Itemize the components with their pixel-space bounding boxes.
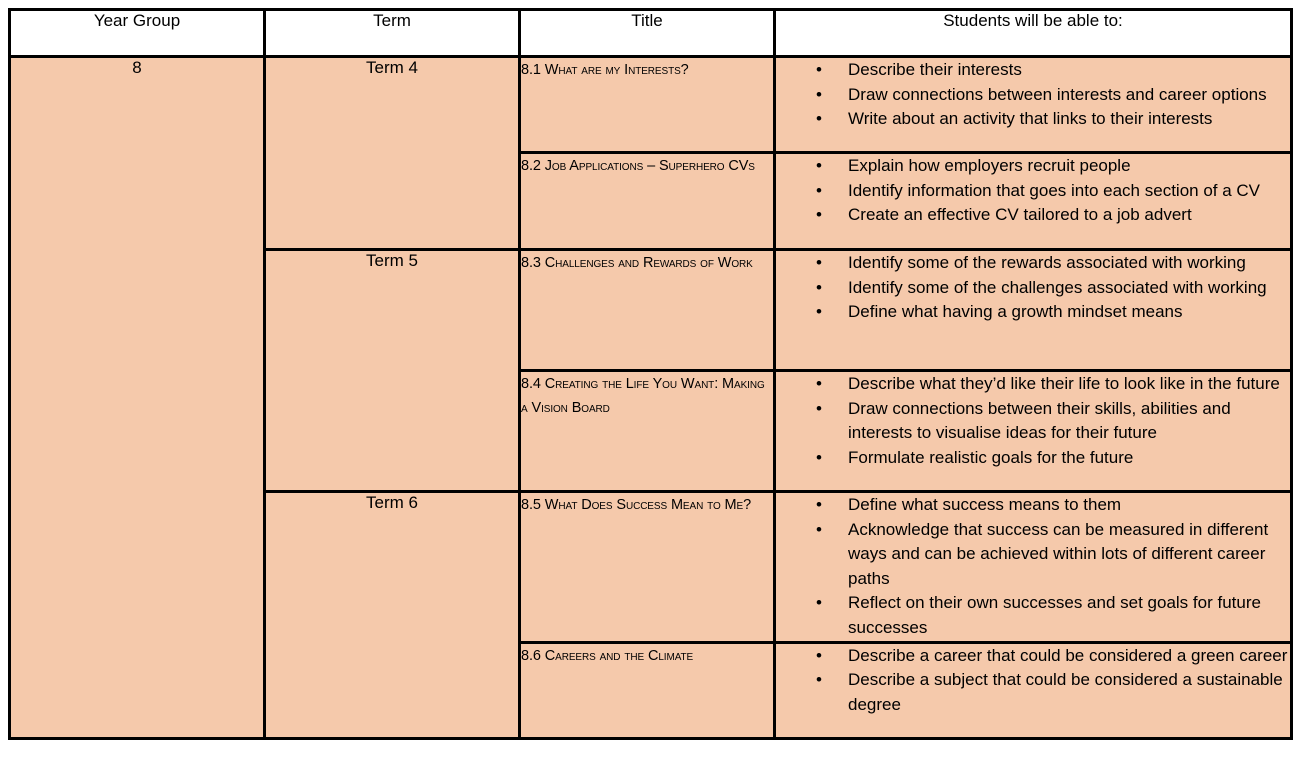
bullet-icon: • bbox=[816, 519, 822, 539]
lesson-title: 8.1 What are my Interests? bbox=[520, 57, 775, 153]
outcome-item bbox=[776, 83, 1290, 108]
lesson-outcomes bbox=[775, 57, 1292, 153]
outcome-item bbox=[776, 58, 1290, 83]
year-group-cell: 8 bbox=[10, 57, 265, 739]
outcome-item bbox=[776, 276, 1290, 301]
outcome-text: Reflect on their own successes and set goals for future successes bbox=[848, 593, 1261, 637]
lesson-title: 8.5 What Does Success Mean to Me? bbox=[520, 492, 775, 643]
outcome-item bbox=[776, 251, 1290, 276]
bullet-icon: • bbox=[816, 645, 822, 665]
lesson-outcomes bbox=[775, 492, 1292, 643]
outcome-text: Describe a career that could be considered a green career bbox=[848, 645, 1288, 665]
bullet-icon: • bbox=[816, 205, 822, 225]
bullet-icon: • bbox=[816, 156, 822, 175]
bullet-icon: • bbox=[816, 277, 822, 297]
bullet-icon: • bbox=[816, 398, 822, 418]
term-cell: Term 5 bbox=[265, 250, 520, 492]
bullet-icon: • bbox=[816, 109, 822, 129]
outcome-text: Define what having a growth mindset means bbox=[848, 302, 1183, 322]
outcome-item bbox=[776, 446, 1290, 471]
outcome-item bbox=[776, 107, 1290, 132]
outcome-text: Draw connections between their skills, abilities and interests to visualise ideas for their future bbox=[848, 398, 1231, 443]
header-year-group: Year Group bbox=[10, 10, 265, 57]
outcome-item bbox=[776, 644, 1290, 669]
outcome-text: Acknowledge that success can be measured in different ways and can be achieved within lots of different career paths bbox=[848, 519, 1269, 588]
outcome-item bbox=[776, 154, 1290, 179]
outcome-item bbox=[776, 372, 1290, 397]
lesson-title: 8.6 Careers and the Climate bbox=[520, 642, 775, 738]
bullet-icon: • bbox=[816, 84, 822, 104]
lesson-outcomes bbox=[775, 371, 1292, 492]
outcome-item bbox=[776, 668, 1290, 717]
bullet-icon: • bbox=[816, 253, 822, 272]
term-cell: Term 4 bbox=[265, 57, 520, 250]
document-page bbox=[8, 8, 1293, 740]
bullet-icon: • bbox=[816, 447, 822, 467]
lesson-title: 8.2 Job Applications – Superhero CVs bbox=[520, 153, 775, 250]
outcome-text: Identify some of the rewards associated with working bbox=[848, 253, 1246, 272]
outcome-text: Draw connections between interests and career options bbox=[848, 84, 1267, 104]
lesson-title: 8.3 Challenges and Rewards of Work bbox=[520, 250, 775, 371]
bullet-icon: • bbox=[816, 180, 822, 200]
outcome-text: Identify some of the challenges associated with working bbox=[848, 277, 1267, 297]
outcome-item bbox=[776, 203, 1290, 228]
term-cell: Term 6 bbox=[265, 492, 520, 739]
outcome-text: Create an effective CV tailored to a job advert bbox=[848, 205, 1192, 225]
header-term: Term bbox=[265, 10, 520, 57]
bullet-icon: • bbox=[816, 670, 822, 690]
outcome-text: Write about an activity that links to their interests bbox=[848, 109, 1213, 129]
header-title: Title bbox=[520, 10, 775, 57]
outcome-text: Formulate realistic goals for the future bbox=[848, 447, 1134, 467]
header-outcomes: Students will be able to: bbox=[775, 10, 1292, 57]
table-row bbox=[10, 57, 1292, 153]
lesson-outcomes bbox=[775, 250, 1292, 371]
outcome-item bbox=[776, 300, 1290, 325]
bullet-icon: • bbox=[816, 593, 822, 613]
outcome-item bbox=[776, 591, 1290, 640]
outcome-item bbox=[776, 179, 1290, 204]
header-row bbox=[10, 10, 1292, 57]
bullet-icon: • bbox=[816, 495, 822, 514]
bullet-icon: • bbox=[816, 302, 822, 322]
outcome-text: Describe their interests bbox=[848, 60, 1022, 79]
outcome-item bbox=[776, 397, 1290, 446]
lesson-outcomes bbox=[775, 153, 1292, 250]
curriculum-table bbox=[8, 8, 1293, 740]
outcome-text: Describe a subject that could be considered a sustainable degree bbox=[848, 670, 1283, 714]
outcome-text: Define what success means to them bbox=[848, 495, 1122, 514]
bullet-icon: • bbox=[816, 374, 822, 393]
outcome-item bbox=[776, 518, 1290, 592]
lesson-title: 8.4 Creating the Life You Want: Making a Vision Board bbox=[520, 371, 775, 492]
outcome-text: Identify information that goes into each section of a CV bbox=[848, 180, 1261, 200]
lesson-outcomes bbox=[775, 642, 1292, 738]
outcome-text: Explain how employers recruit people bbox=[848, 156, 1131, 175]
bullet-icon: • bbox=[816, 60, 822, 79]
outcome-text: Describe what they’d like their life to look like in the future bbox=[848, 374, 1280, 393]
outcome-item bbox=[776, 493, 1290, 518]
